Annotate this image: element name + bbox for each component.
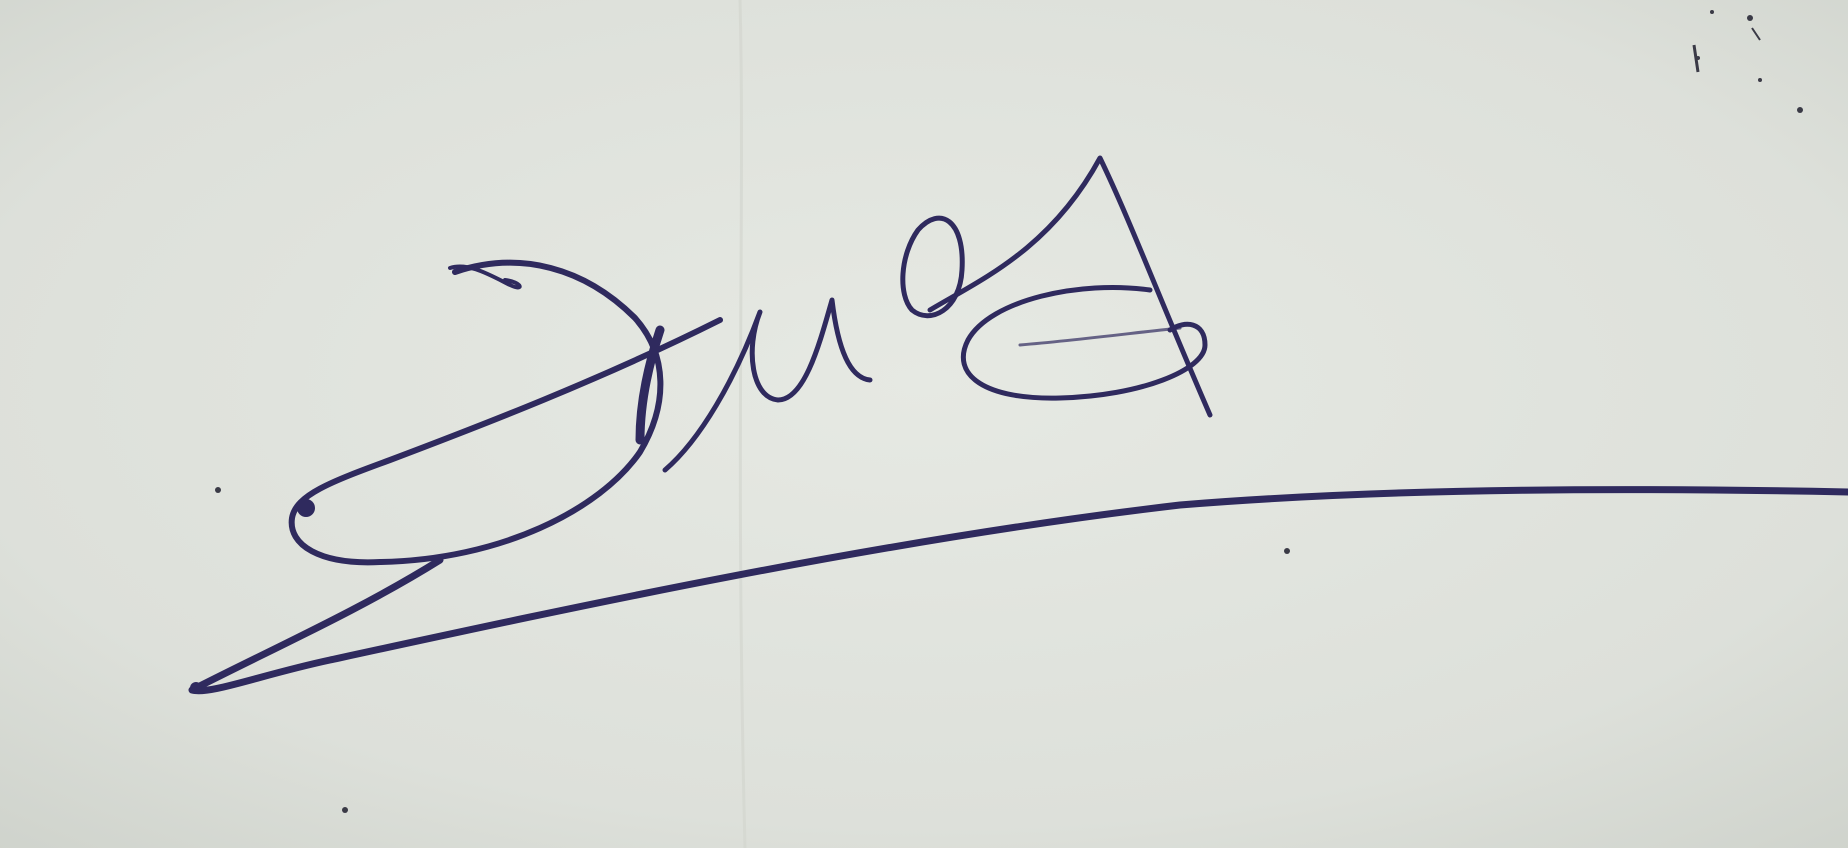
ink-blob-end <box>190 682 202 694</box>
ink-blob <box>297 499 315 517</box>
